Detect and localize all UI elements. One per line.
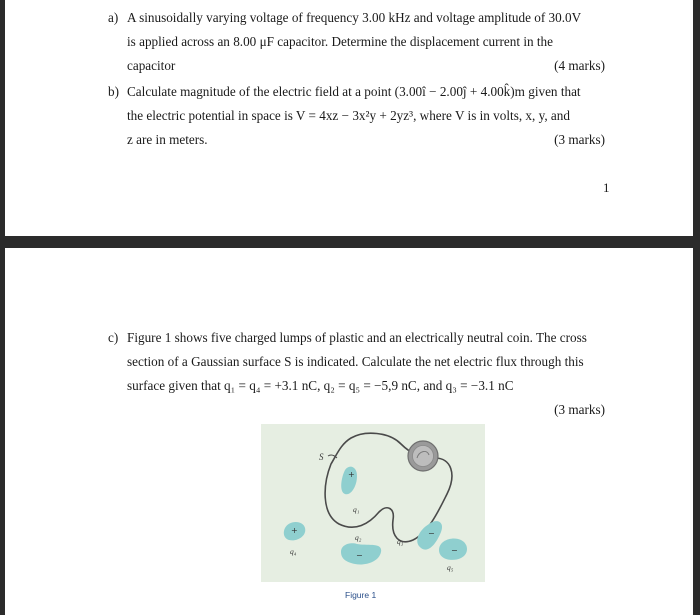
- question-c-line-2: section of a Gaussian surface S is indicated. Calculate the net electric flux through this: [127, 354, 584, 369]
- page-2: [5, 248, 693, 615]
- question-a-line-3: capacitor: [127, 58, 176, 73]
- question-c-line-1: Figure 1 shows five charged lumps of plastic and an electrically neutral coin. The cross: [127, 330, 587, 345]
- gaussian-surface-diagram: [261, 424, 485, 582]
- charge-q4-sign: +: [291, 526, 298, 535]
- charge-q3-label: q₃: [397, 537, 404, 546]
- question-a-block: [5, 6, 693, 156]
- figure-caption: Figure 1: [345, 590, 377, 600]
- question-a-label: a): [108, 10, 119, 25]
- charge-q1-sign: +: [348, 470, 355, 479]
- question-a-line-2: is applied across an 8.00 μF capacitor. Determine the displacement current in the: [127, 34, 553, 49]
- charge-q5-sign: −: [451, 546, 458, 555]
- question-b-marks: (3 marks): [554, 132, 605, 147]
- figure-1-diagram: [261, 424, 485, 582]
- page-number: 1: [603, 180, 610, 195]
- charge-q2-label: q₂: [355, 533, 362, 542]
- charge-q4-label: q₄: [290, 547, 297, 556]
- surface-label: S: [319, 452, 324, 462]
- question-a-line-1: A sinusoidally varying voltage of frequency 3.00 kHz and voltage amplitude of 30.0V: [127, 10, 582, 25]
- charge-q3-sign: −: [428, 529, 435, 538]
- question-c-label: c): [108, 330, 119, 345]
- question-b-label: b): [108, 84, 119, 99]
- question-c-line-3: surface given that q₁ = q₄ = +3.1 nC, q₂ = q₅ = −5,9 nC, and q₃ = −3.1 nC: [127, 378, 514, 393]
- question-b-line-2: the electric potential in space is V = 4xz − 3x²y + 2yz³, where V is in volts, x, y, and: [127, 108, 570, 123]
- question-b-line-1: Calculate magnitude of the electric field at a point (3.00î − 2.00ĵ + 4.00k̂)m given that: [127, 84, 581, 99]
- question-c-marks: (3 marks): [554, 402, 605, 417]
- question-a-marks: (4 marks): [554, 58, 605, 73]
- charge-q2-sign: −: [356, 551, 363, 560]
- page-1: [5, 0, 693, 236]
- question-b-line-3: z are in meters.: [127, 132, 208, 147]
- charge-q1-label: q₁: [353, 505, 360, 514]
- charge-q5-label: q₅: [447, 563, 454, 572]
- question-c-block: [5, 326, 693, 426]
